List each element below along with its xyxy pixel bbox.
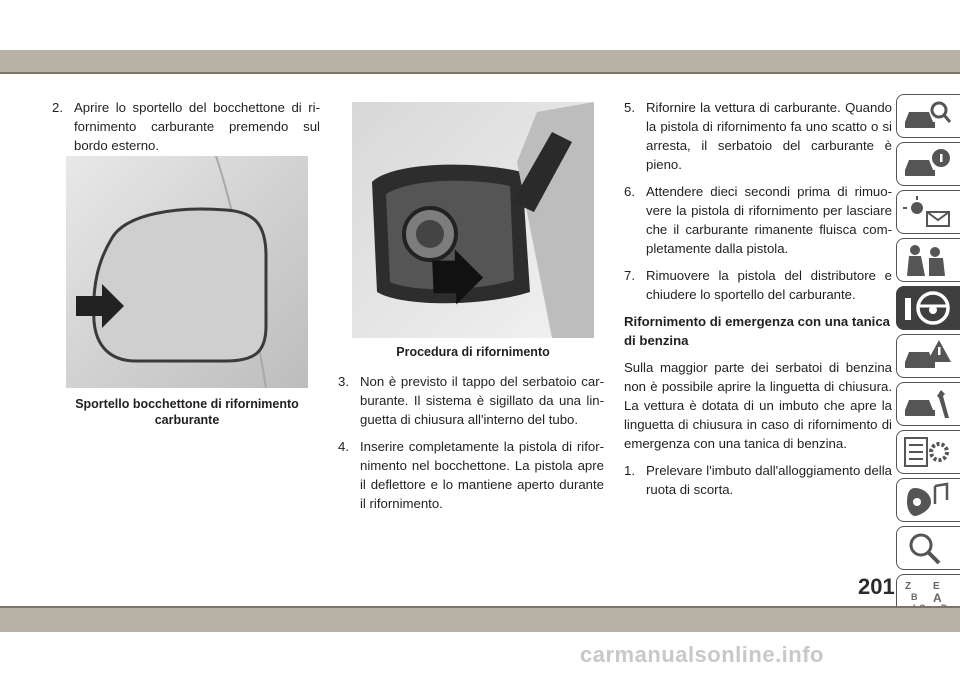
refueling-illustration [352, 102, 594, 338]
left-column [52, 98, 320, 163]
item-number: 3. [338, 374, 349, 389]
item-text: Non è previsto il tappo del serbatoio car-burante. Il sistema è sigillato da una lin-guetta di chiusura all'interno del tubo. [360, 374, 604, 427]
item-text: Rimuovere la pistola del distributore e chiudere lo sportello del carburante. [646, 268, 892, 302]
watermark: carmanualsonline.info [580, 642, 824, 667]
search-icon [901, 530, 953, 566]
section-heading: Rifornimento di emergenza con una tanica di benzina [624, 314, 890, 348]
car-search-icon [901, 98, 953, 134]
middle-column [338, 372, 604, 521]
item-number: 1. [624, 463, 635, 478]
tab-specifications[interactable] [896, 430, 960, 474]
tab-seat-safety[interactable] [896, 238, 960, 282]
svg-text:A: A [933, 591, 942, 605]
header-rule [0, 72, 960, 74]
item-text: Aprire lo sportello del bocchettone di ri-fornimento carburante premendo sul bordo esterno. [74, 100, 320, 153]
item-number: 4. [338, 439, 349, 454]
tab-car-search[interactable] [896, 94, 960, 138]
list-item-4 [338, 437, 604, 513]
tab-car-info[interactable] [896, 142, 960, 186]
item-number: 7. [624, 268, 635, 283]
car-info-icon [901, 146, 953, 182]
list-item-2 [52, 98, 320, 155]
item-text: Attendere dieci secondi prima di rimuo-vere la pistola di rifornimento per lasciare che il carburante rimanente fluisca com-pletamente dalla pistola. [646, 184, 892, 256]
dashboard-lights-icon [901, 194, 953, 230]
item-number: 5. [624, 100, 635, 115]
list-item-5 [624, 98, 892, 174]
refueling-figure [352, 102, 594, 338]
right-column [624, 98, 892, 507]
tab-car-warning[interactable] [896, 334, 960, 378]
fuel-door-illustration [66, 156, 308, 388]
svg-text:B: B [911, 592, 918, 602]
item-number: 2. [52, 100, 63, 115]
header-bar [0, 50, 960, 72]
fuel-door-figure [66, 156, 308, 388]
figure-caption-refueling: Procedura di rifornimento [396, 345, 550, 359]
multimedia-icon [901, 482, 953, 518]
item-number: 6. [624, 184, 635, 199]
list-item-7 [624, 266, 892, 304]
svg-text:Z: Z [905, 581, 912, 592]
item-text: Prelevare l'imbuto dall'alloggiamento della ruota di scorta. [646, 463, 892, 497]
figure-caption-fuel-door: Sportello bocchettone di rifornimento carburante [75, 397, 299, 427]
body-paragraph: Sulla maggior parte dei serbatoi di benzina non è possibile aprire la linguetta di chiusura. La vettura è dotata di un imbuto che apre la linguetta di chiusura in caso di rifornimento di emergenza con una tanica di benzina. [624, 360, 892, 451]
car-service-icon [901, 386, 953, 422]
tab-car-service[interactable] [896, 382, 960, 426]
tab-multimedia[interactable] [896, 478, 960, 522]
list-item-3 [338, 372, 604, 429]
svg-text:E: E [933, 581, 940, 592]
list-item-6 [624, 182, 892, 258]
page-number: 201 [858, 574, 895, 599]
tab-starting-and-operating[interactable] [896, 286, 960, 330]
footer-band [0, 606, 960, 632]
steering-wheel-icon [901, 290, 953, 326]
specifications-icon [901, 434, 953, 470]
item-text: Rifornire la vettura di carburante. Quando la pistola di rifornimento fa uno scatto o si arresta, il serbatoio del carburante è pieno. [646, 100, 892, 172]
car-warning-icon [901, 338, 953, 374]
tab-dashboard-lights[interactable] [896, 190, 960, 234]
list-item-1 [624, 461, 892, 499]
item-text: Inserire completamente la pistola di rifor-nimento nel bocchettone. La pistola apre il deflettore e lo mantiene aperto durante il rifornimento. [360, 439, 604, 511]
seat-safety-icon [901, 242, 953, 278]
header-band [0, 0, 960, 50]
tab-search[interactable] [896, 526, 960, 570]
